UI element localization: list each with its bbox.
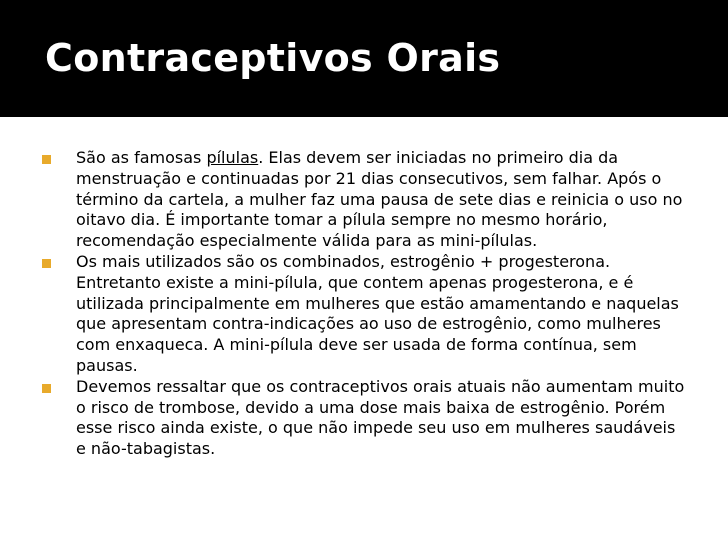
bullet-square-icon (42, 155, 51, 164)
bullet-text-rest: . Elas devem ser iniciadas no primeiro dia da menstruação e continuadas por 21 dias consecutivos, sem falhar. Após o término da cartela, a mulher faz uma pausa de sete dias e reinicia o uso no oitavo dia. É importante tomar a pílula sempre no mesmo horário, recomendação especialmente válida para as mini-pílulas. (76, 148, 683, 251)
bullet-text: Os mais utilizados são os combinados, estrogênio + progesterona. Entretanto existe a mini-pílula, que contem apenas progesterona, e é utilizada principalmente em mulheres que estão amamentando e naquelas que apresentam contra-indicações ao uso de estrogênio, como mulheres com enxaqueca. A mini-pílula deve ser usada de forma contínua, sem pausas. (76, 251, 679, 375)
title-bar (0, 0, 728, 117)
bullet-text-start: São as famosas (76, 148, 207, 167)
underlined-term: pílulas (206, 148, 259, 167)
bullet-square-icon (42, 384, 51, 393)
bullet-text: Devemos ressaltar que os contraceptivos orais atuais não aumentam muito o risco de trombose, devido a uma dose mais baixa de estrogênio. Porém esse risco ainda existe, o que não impede seu uso em mulheres saudáveis e não-tabagistas. (76, 376, 685, 459)
bullet-item (40, 252, 690, 377)
bullet-item (40, 148, 690, 252)
bullet-item (40, 377, 690, 460)
bullet-square-icon (42, 259, 51, 268)
bullet-list (40, 148, 690, 460)
slide-title: Contraceptivos Orais (45, 36, 501, 80)
